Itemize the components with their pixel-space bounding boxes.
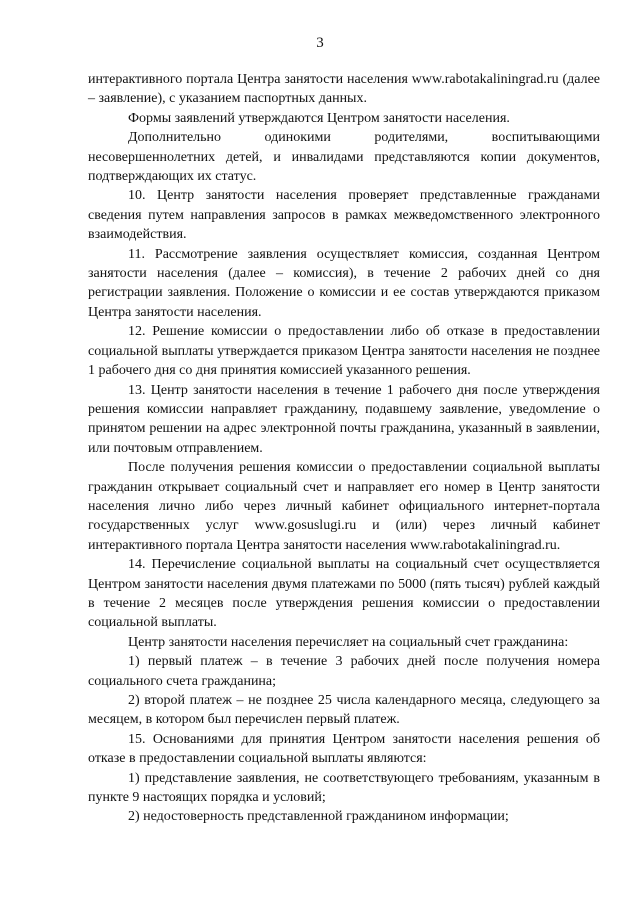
paragraph-item-14: 14. Перечисление социальной выплаты на социальный счет осуществляется Центром занятости населения двумя платежами по 5000 (пять тысяч) рублей каждый в течение 2 месяцев после утверждения решения комиссии о предоставлении социальной выплаты. — [88, 557, 600, 631]
paragraph-social-account: После получения решения комиссии о предоставлении социальной выплаты гражданин открывает социальный счет и направляет его номер в Центр занятости населения лично либо через личный кабинет официального интернет-портала государственных услуг www.gosuslugi.ru и (или) через личный кабинет интерактивного портала Центра занятости населения www.rabotakaliningrad.ru. — [88, 460, 600, 553]
paragraph-refusal-reason-2: 2) недостоверность представленной гражданином информации; — [128, 809, 509, 825]
paragraph-refusal-reason-1: 1) представление заявления, не соответствующего требованиям, указанным в пункте 9 настоящих порядка и условий; — [88, 770, 600, 806]
paragraph-item-11: 11. Рассмотрение заявления осуществляет комиссия, созданная Центром занятости населения (далее – комиссия), в течение 2 рабочих дней со дня регистрации заявления. Положение о комиссии и ее состав утверждаются приказом Центра занятости населения. — [88, 246, 600, 320]
paragraph-item-12: 12. Решение комиссии о предоставлении либо об отказе в предоставлении социальной выплаты утверждается приказом Центра занятости населения не позднее 1 рабочего дня со дня принятия комиссией указанного решения. — [88, 324, 600, 379]
paragraph-transfer-intro: Центр занятости населения перечисляет на социальный счет гражданина: — [128, 634, 569, 650]
page-number: 3 — [316, 35, 324, 51]
paragraph-application-portal: интерактивного портала Центра занятости населения www.rabotakaliningrad.ru (далее – заявление), с указанием паспортных данных. — [88, 72, 600, 107]
paragraph-first-payment: 1) первый платеж – в течение 3 рабочих дней после получения номера социального счета гражданина; — [88, 654, 600, 689]
paragraph-item-15: 15. Основаниями для принятия Центром занятости населения решения об отказе в предоставлении социальной выплаты являются: — [88, 731, 600, 767]
paragraph-application-forms: Формы заявлений утверждаются Центром занятости населения. — [128, 110, 510, 126]
paragraph-item-13: 13. Центр занятости населения в течение 1 рабочего дня после утверждения решения комиссии направляет гражданину, подавшему заявление, уведомление о принятом решении на адрес электронной почты гражданина, указанный в заявлении, или почтовым отправлением. — [88, 382, 600, 456]
document-body — [88, 70, 600, 827]
paragraph-item-10: 10. Центр занятости населения проверяет представленные гражданами сведения путем направления запросов в рамках межведомственного электронного взаимодействия. — [88, 188, 600, 243]
paragraph-second-payment: 2) второй платеж – не позднее 25 числа календарного месяца, следующего за месяцем, в котором был перечислен первый платеж. — [88, 693, 600, 728]
paragraph-status-documents: Дополнительно одинокими родителями, воспитывающими несовершеннолетних детей, и инвалидами представляются копии документов, подтверждающих их статус. — [88, 130, 600, 185]
